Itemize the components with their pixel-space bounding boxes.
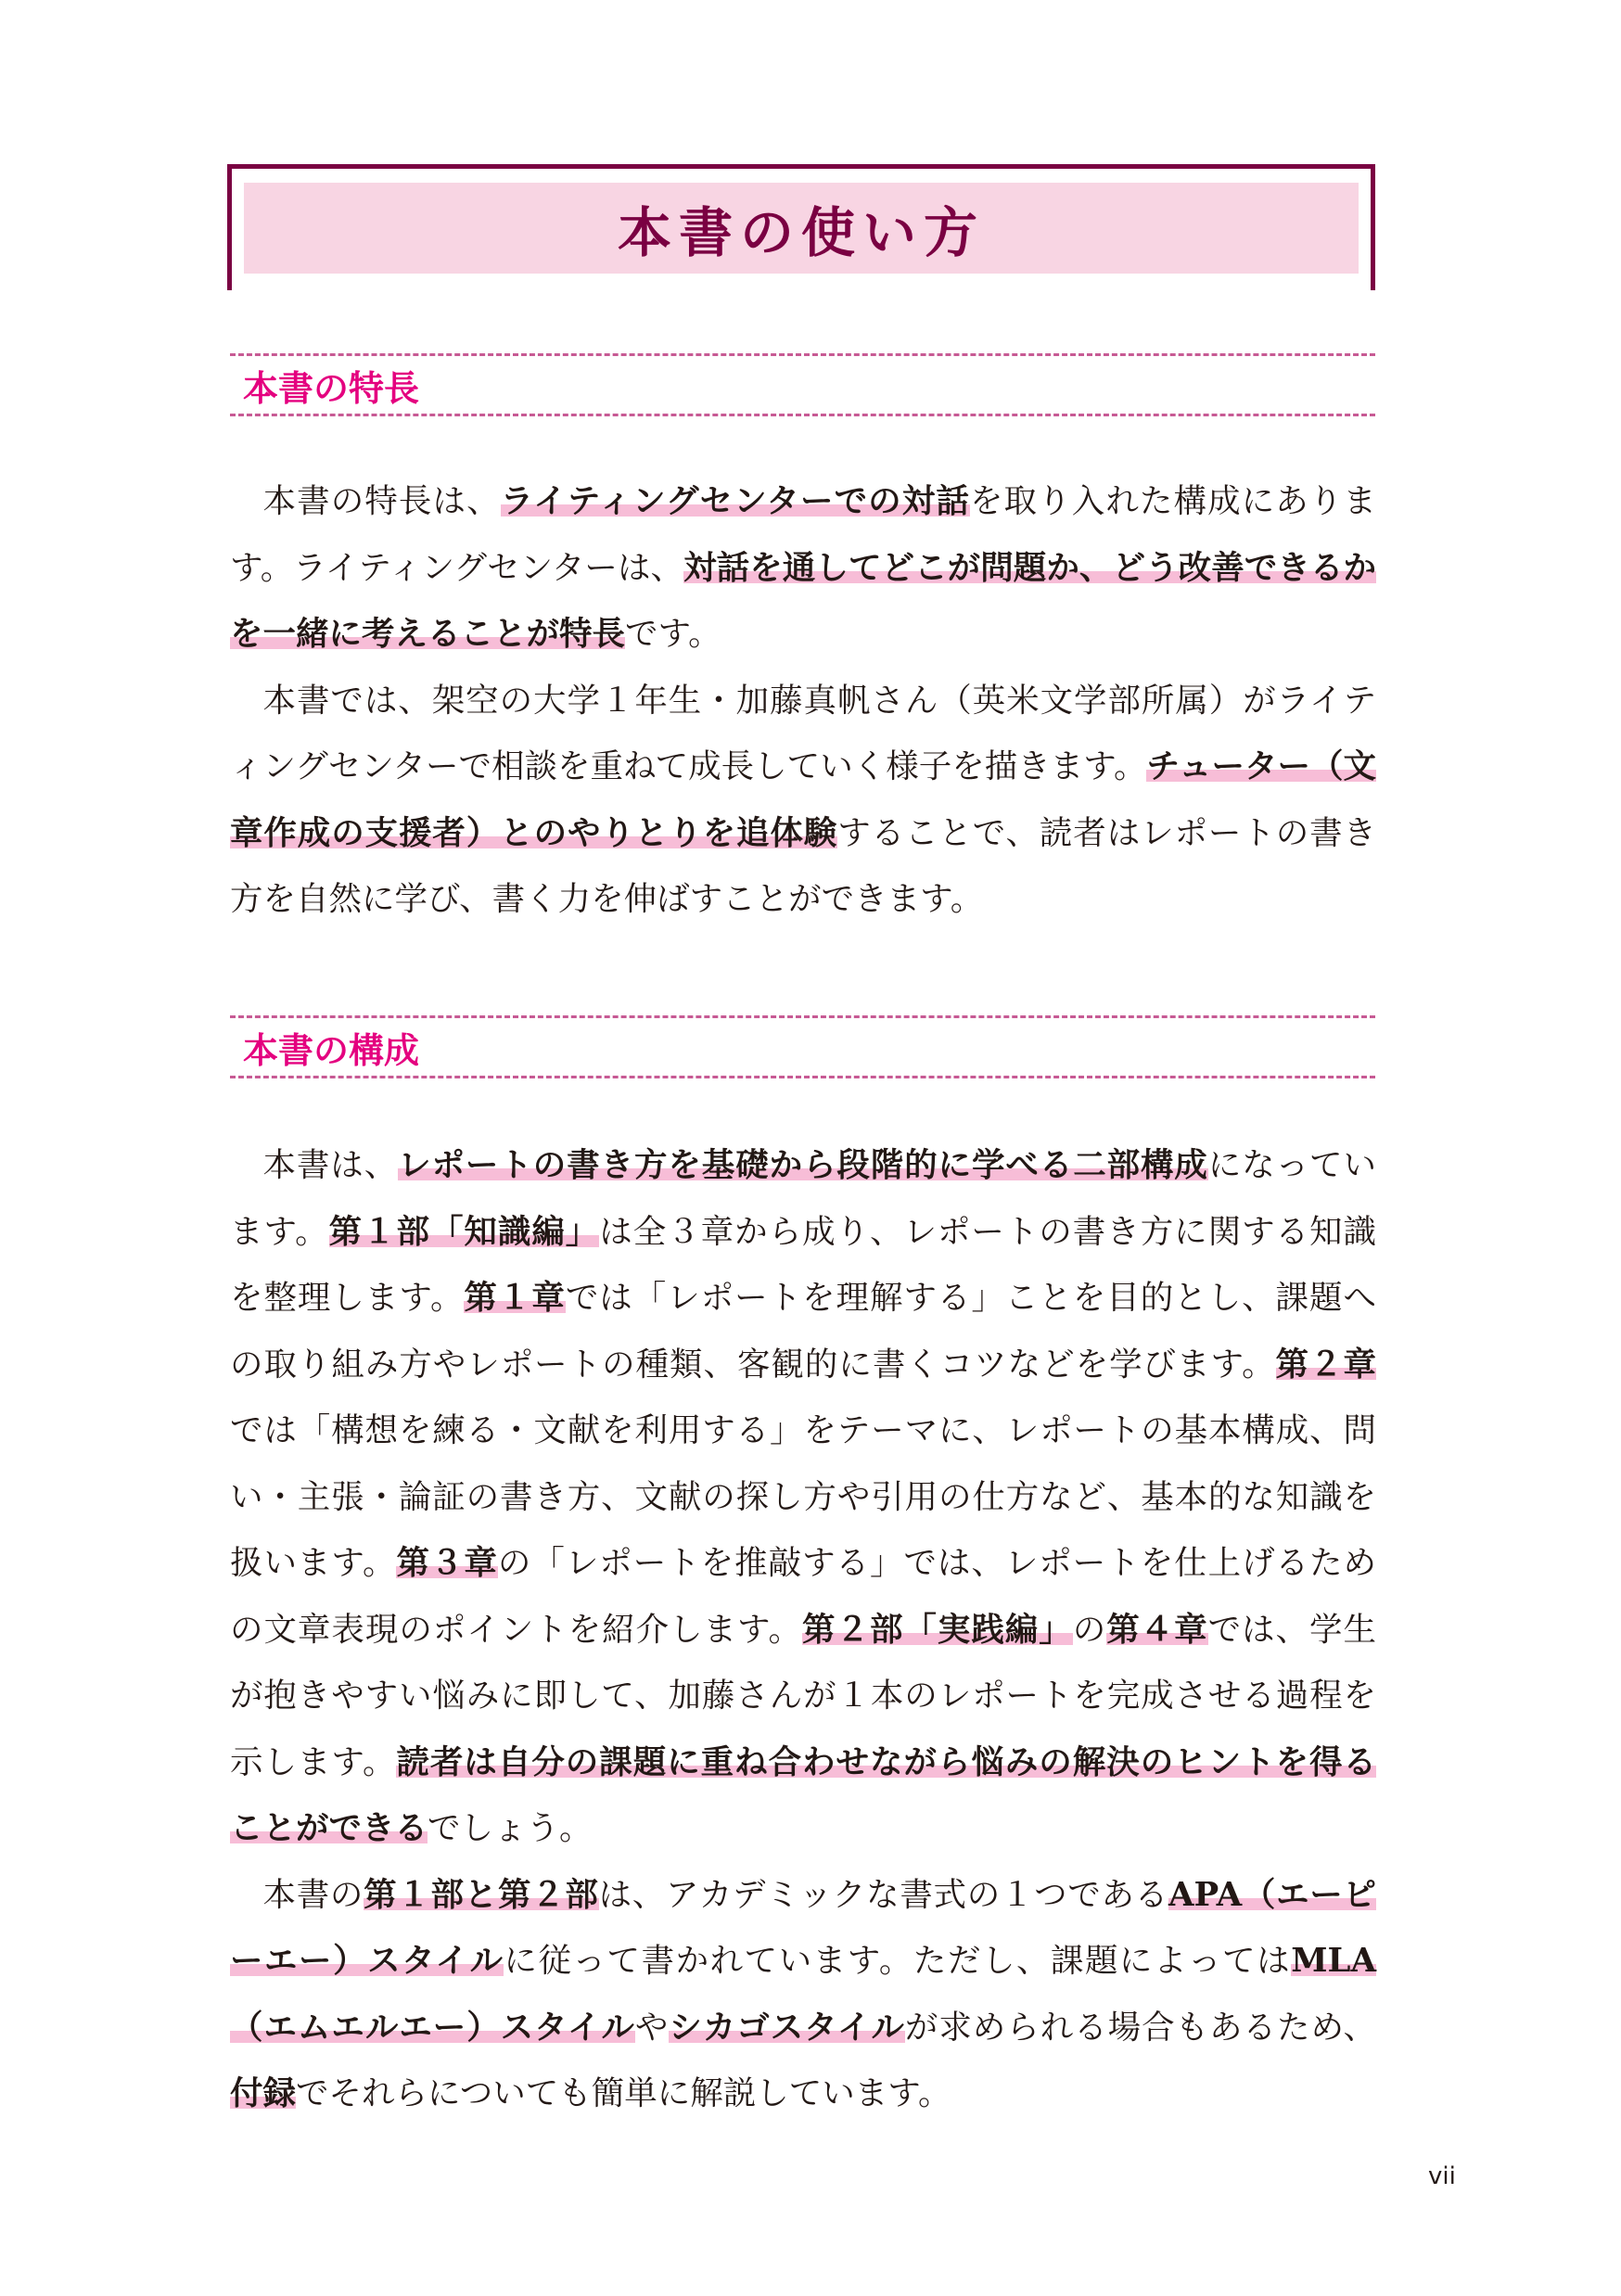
page-number: vii bbox=[1428, 2162, 1456, 2190]
section-title: 本書の構成 bbox=[243, 1029, 420, 1071]
highlighted-phrase: MLA（エムエルエー）スタイル bbox=[230, 1942, 1376, 2047]
section-title: 本書の特長 bbox=[243, 367, 420, 409]
text-run: の「レポートを推敲する」では、レポートを仕上げるための文章表現のポイントを紹介します。 bbox=[230, 1544, 1376, 1649]
highlighted-phrase: 第１部「知識編」 bbox=[328, 1212, 600, 1251]
highlighted-phrase: 第１部と第２部 bbox=[364, 1875, 599, 1914]
text-run: でしょう。 bbox=[428, 1809, 593, 1847]
text-run: になっています。 bbox=[230, 1146, 1376, 1251]
highlighted-phrase: 第２章 bbox=[1275, 1345, 1376, 1384]
text-run: を取り入れた構成にあります。ライティングセンターは、 bbox=[230, 482, 1376, 587]
section-body-structure bbox=[230, 1132, 1376, 2127]
highlighted-phrase: 付録 bbox=[230, 2074, 297, 2112]
highlighted-phrase: 対話を通してどこが問題か、どう改善できるかを一緒に考えることが特長 bbox=[230, 548, 1376, 653]
highlighted-phrase: APA（エーピーエー）スタイル bbox=[230, 1875, 1376, 1980]
highlighted-phrase: 第３章 bbox=[396, 1544, 498, 1582]
text-run: では「レポートを理解する」ことを目的とし、課題への取り組み方やレポートの種類、客観的に書くコツなどを学びます。 bbox=[230, 1279, 1376, 1384]
paragraph bbox=[230, 1132, 1376, 1862]
highlighted-phrase: ライティングセンターでの対話 bbox=[500, 482, 970, 520]
paragraph bbox=[230, 468, 1376, 668]
text-run: が求められる場合もあるため、 bbox=[904, 2008, 1376, 2047]
section-body-features bbox=[230, 468, 1376, 933]
text-run: や bbox=[634, 2008, 670, 2047]
page-title-box bbox=[227, 164, 1375, 290]
page-title: 本書の使い方 bbox=[617, 201, 985, 264]
text-run: は、アカデミックな書式の１つである bbox=[598, 1875, 1168, 1914]
highlighted-phrase: レポートの書き方を基礎から段階的に学べる二部構成 bbox=[398, 1146, 1208, 1184]
text-run: 本書では、架空の大学１年生・加藤真帆さん（英米文学部所属）がライティングセンターで相談を重ねて成長していく様子を描きます。 bbox=[230, 681, 1376, 785]
text-run: することで、読者はレポートの書き方を自然に学び、書く力を伸ばすことができます。 bbox=[230, 813, 1376, 918]
text-run: でそれらについても簡単に解説しています。 bbox=[296, 2074, 951, 2112]
text-run: では「構想を練る・文献を利用する」をテーマに、レポートの基本構成、問い・主張・論証の書き方、文献の探し方や引用の仕方など、基本的な知識を扱います。 bbox=[230, 1411, 1376, 1582]
highlighted-phrase: 第２部「実践編」 bbox=[802, 1610, 1073, 1649]
text-run: 本書の bbox=[262, 1875, 364, 1914]
highlighted-phrase: 読者は自分の課題に重ね合わせながら悩みの解決のヒントを得ることができる bbox=[230, 1742, 1376, 1847]
highlighted-phrase: シカゴスタイル bbox=[669, 2008, 905, 2047]
section-heading-structure bbox=[230, 1015, 1375, 1078]
text-run: の bbox=[1072, 1610, 1107, 1649]
text-run: では、学生が抱きやすい悩みに即して、加藤さんが１本のレポートを完成させる過程を示します。 bbox=[230, 1610, 1376, 1781]
text-run: です。 bbox=[625, 615, 721, 653]
paragraph bbox=[230, 668, 1376, 933]
paragraph bbox=[230, 1862, 1376, 2127]
section-heading-features bbox=[230, 353, 1375, 416]
highlighted-phrase: 第１章 bbox=[464, 1279, 566, 1317]
text-run: に従って書かれています。ただし、課題によっては bbox=[504, 1942, 1292, 1980]
highlighted-phrase: チューター（文章作成の支援者）とのやりとりを追体験 bbox=[230, 747, 1376, 852]
highlighted-phrase: 第４章 bbox=[1106, 1610, 1208, 1649]
text-run: 本書の特長は、 bbox=[262, 482, 501, 520]
page-title-banner bbox=[244, 183, 1359, 274]
text-run: 本書は、 bbox=[262, 1146, 399, 1184]
text-run: は全３章から成り、レポートの書き方に関する知識を整理します。 bbox=[230, 1212, 1376, 1317]
